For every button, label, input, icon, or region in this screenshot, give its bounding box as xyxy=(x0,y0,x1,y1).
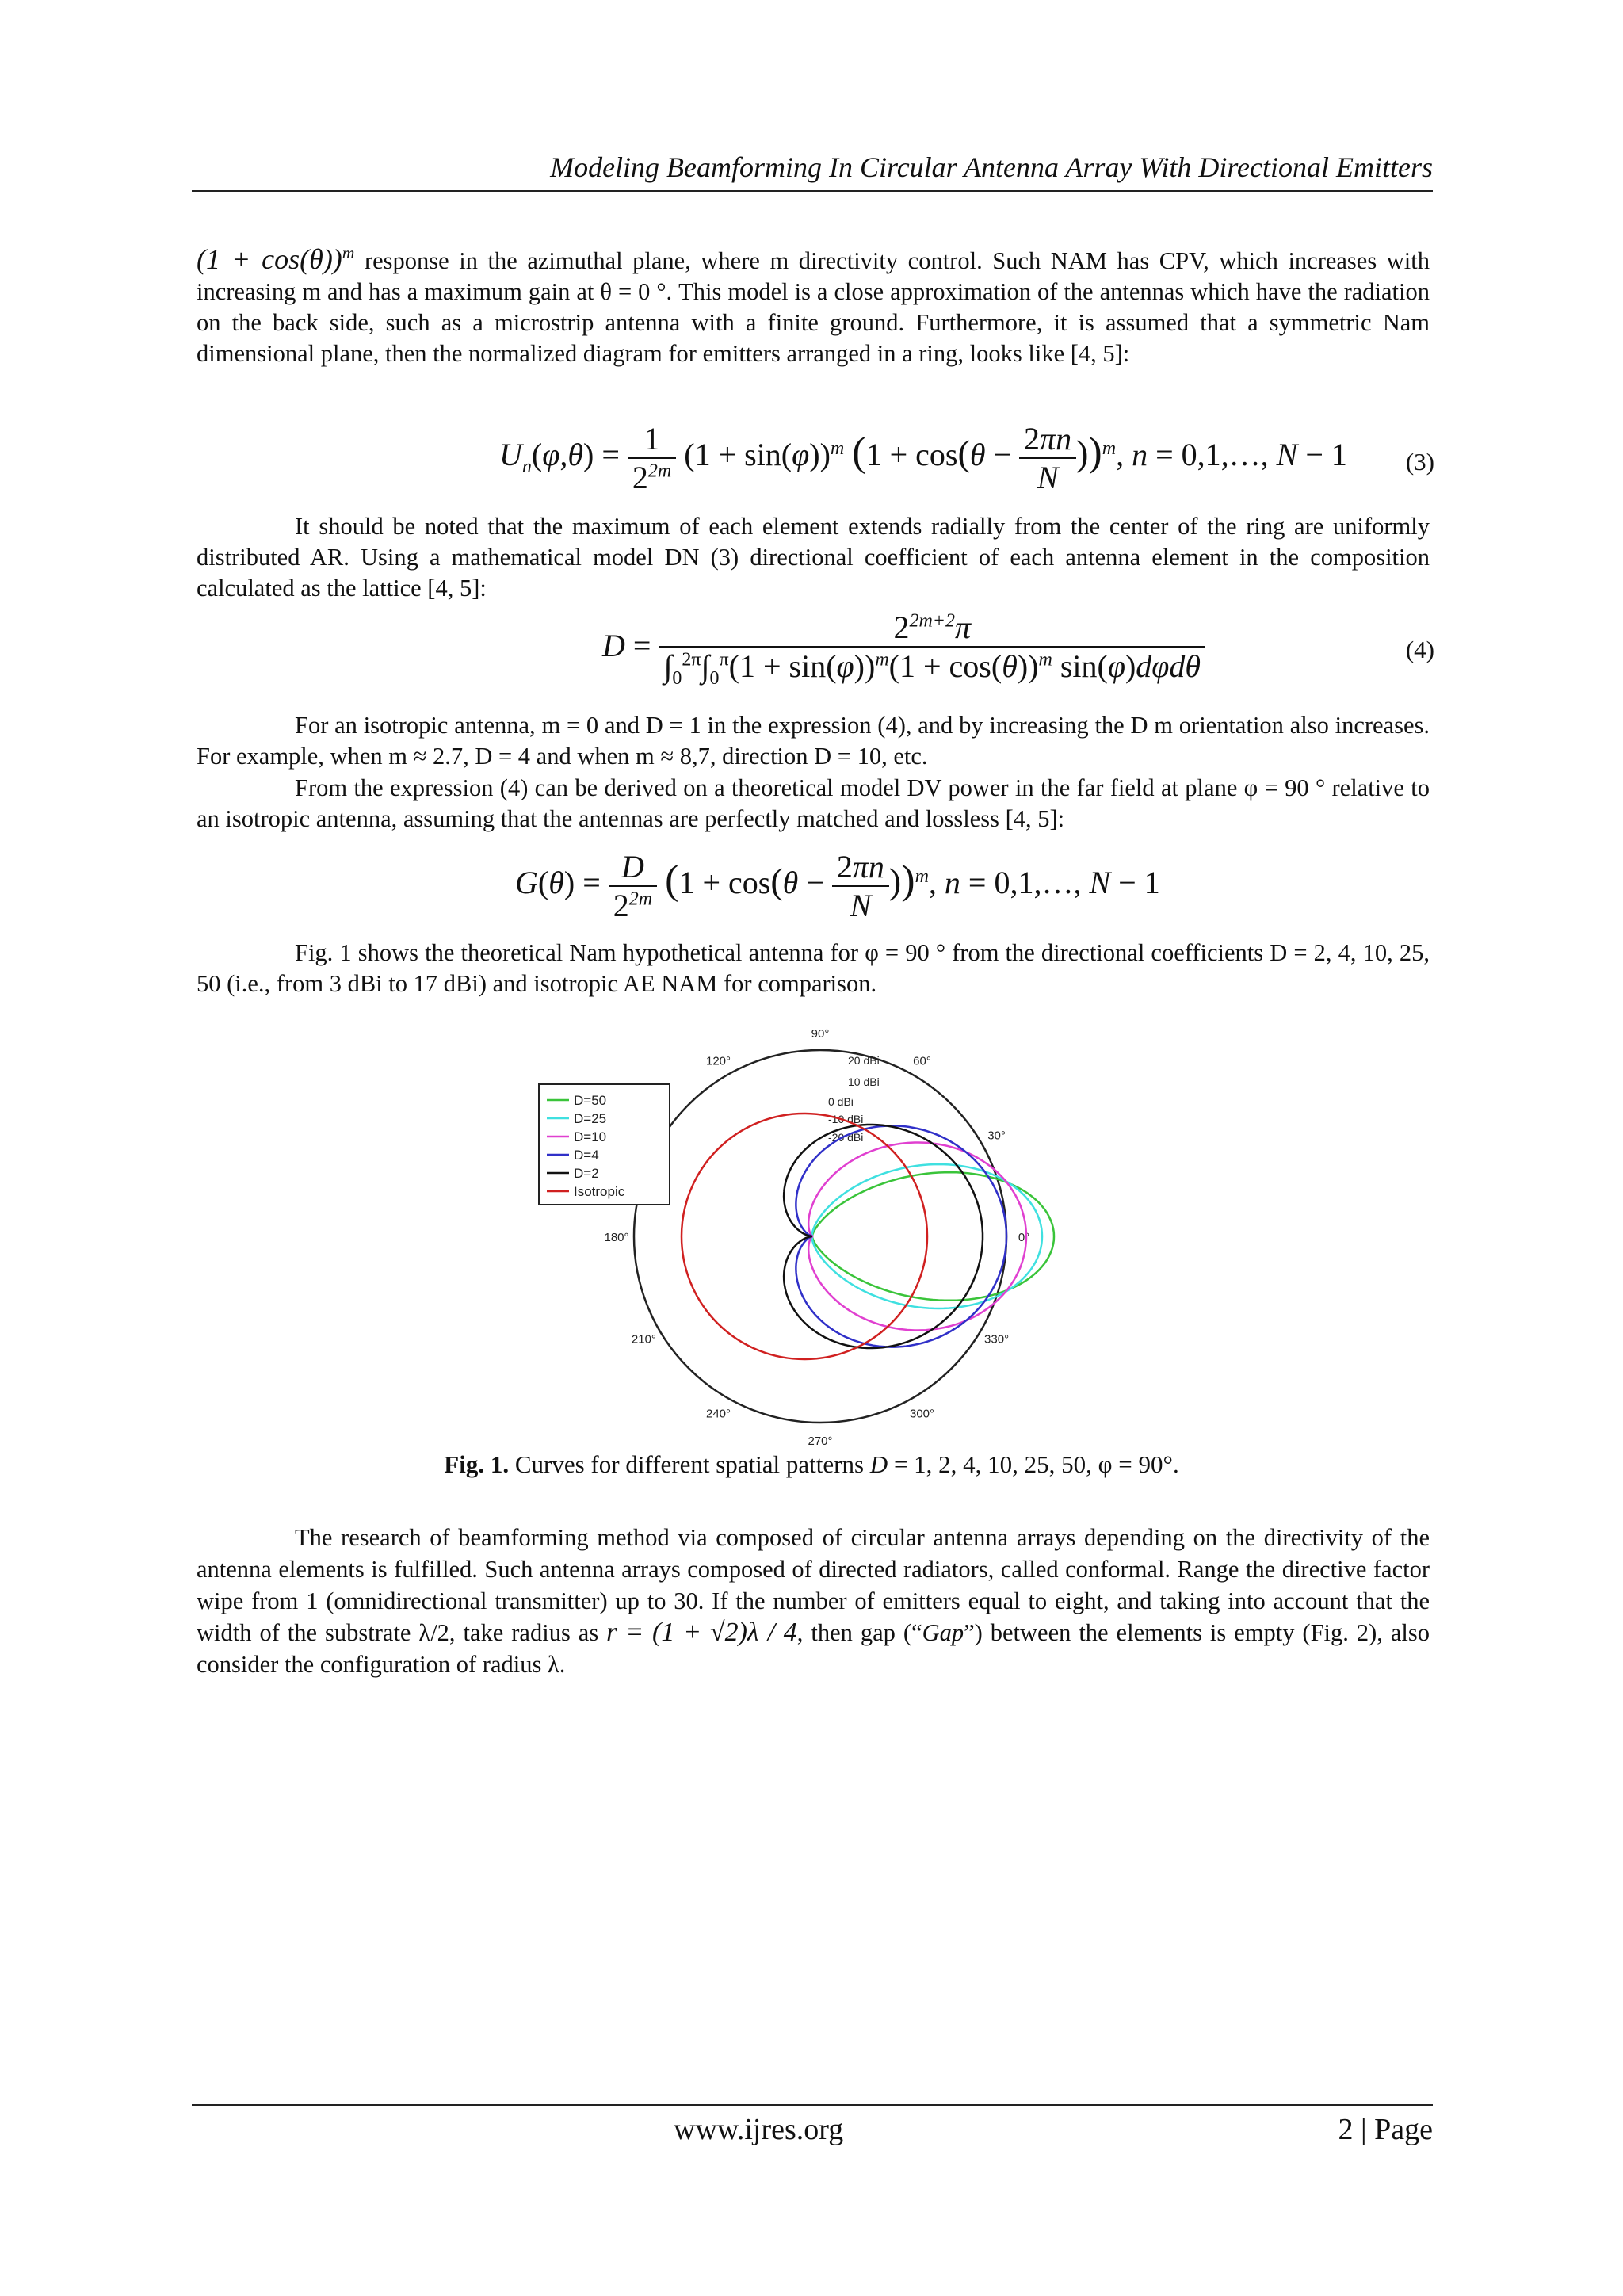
angle-label: 30° xyxy=(987,1129,1006,1143)
legend-label: D=10 xyxy=(574,1129,607,1144)
footer-rule xyxy=(192,2104,1433,2106)
footer-url: www.ijres.org xyxy=(674,2113,844,2146)
ring-label: 0 dBi xyxy=(828,1095,854,1108)
ring-label: -10 dBi xyxy=(828,1113,864,1125)
angle-label: 90° xyxy=(811,1027,830,1041)
running-header: Modeling Beamforming In Circular Antenna Array With Directional Emitters xyxy=(550,151,1433,183)
ring-label: -20 dBi xyxy=(828,1131,864,1144)
paragraph-1-text: response in the azimuthal plane, where m directivity control. Such NAM has CPV, which increases with increasing m and has a maximum gain at θ = 0 °. This model is a close approximation of the antennas which have the radiation on the back side, such as a microstrip antenna with a finite ground. Furthermore, it is assumed that a symmetric Nam dimensional plane, then the normalized diagram for emitters arranged in a ring, looks like [4, 5]: xyxy=(197,247,1430,367)
angle-label: 0° xyxy=(1018,1231,1030,1244)
angle-label: 60° xyxy=(913,1054,931,1068)
legend-label: D=2 xyxy=(574,1166,599,1181)
paragraph-3: For an isotropic antenna, m = 0 and D = 1 in the expression (4), and by increasing the D m orientation also increases. For example, when m ≈ 2.7, D = 4 and when m ≈ 8,7, direction D = 10, etc. xyxy=(197,712,1430,770)
series-d2-curve xyxy=(784,1125,983,1348)
page-number: 2 | Page xyxy=(1338,2113,1433,2146)
paragraph-5: Fig. 1 shows the theoretical Nam hypothetical antenna for φ = 90 ° from the directional coefficients D = 2, 4, 10, 25, 50 (i.e., from 3 dBi to 17 dBi) and isotropic AE NAM for comparison. xyxy=(197,939,1430,997)
angle-label: 240° xyxy=(705,1407,731,1421)
series-d4-curve xyxy=(796,1125,1006,1347)
polar-chart xyxy=(523,1027,1125,1448)
paragraph-6: The research of beamforming method via composed of circular antenna arrays depending on the directivity of the antenna elements is fulfilled. Such antenna arrays composed of directed radiators, called conformal. Range the directive factor wipe from 1 (omnidirectional transmitter) up to 30. If the number of emitters equal to eight, and taking into account that the width of the substrate λ/2, take radius as r = (1 + √2)λ / 4, then gap (“Gap”) between the elements is empty (Fig. 2), also consider the configuration of radius λ. xyxy=(197,1524,1430,1678)
legend-label: D=50 xyxy=(574,1093,607,1108)
polar-outer-circle xyxy=(631,1050,1006,1423)
angle-label: 270° xyxy=(808,1435,833,1448)
figure-caption: Fig. 1. Curves for different spatial patterns D = 1, 2, 4, 10, 25, 50, φ = 90°. xyxy=(444,1450,1179,1478)
equation-3: $U_n(\varphi,\theta)$ = $\frac{1}{2^{2m}}$ $(1 + \sin(\varphi))^m$ (1 + cos(θ − $\frac{2\pi n}{N}$ ))$^m$, n = 0,1,…, N − 1 xyxy=(499,421,1347,495)
lead-formula: $(1 + \cos(\theta))^m$ xyxy=(197,243,355,275)
legend-label: D=25 xyxy=(574,1111,607,1126)
angle-label: 180° xyxy=(604,1231,629,1244)
angle-label: 300° xyxy=(909,1407,935,1421)
paragraph-4: From the expression (4) can be derived on a theoretical model DV power in the far field at plane φ = 90 ° relative to an isotropic antenna, assuming that the antennas are perfectly matched and lossless [4, 5]: xyxy=(197,774,1430,832)
legend-label: D=4 xyxy=(574,1148,599,1163)
paragraph-1 xyxy=(197,238,1430,369)
legend-label: Isotropic xyxy=(574,1184,625,1199)
equation-gain: G(θ) = $\frac{D}{2^{2m}}$ (1 + cos(θ − $\frac{2\pi n}{N}$ ))$^m$, n = 0,1,…, N − 1 xyxy=(515,849,1160,923)
ring-label: 10 dBi xyxy=(848,1075,880,1088)
equation-3-number: (3) xyxy=(1405,448,1434,476)
equation-4: D = $\frac{2^{2m+2}\pi}{\int_0^{2\pi}\int_0^\pi(1 + \sin(\varphi))^m(1 + \cos(\theta))^m \sin(\varphi)d\varphi d\theta}$ xyxy=(602,609,1205,690)
header-rule xyxy=(192,190,1433,192)
paragraph-2: It should be noted that the maximum of each element extends radially from the center of the ring are uniformly distributed AR. Using a mathematical model DN (3) directional coefficient of each antenna element in the composition calculated as the lattice [4, 5]: xyxy=(197,513,1430,602)
ring-label: 20 dBi xyxy=(848,1054,880,1067)
equation-4-number: (4) xyxy=(1405,636,1434,663)
angle-label: 120° xyxy=(705,1054,731,1068)
angle-label: 330° xyxy=(984,1332,1010,1347)
radius-formula: r = (1 + √2)λ / 4 xyxy=(606,1618,797,1647)
angle-label: 210° xyxy=(631,1332,656,1347)
